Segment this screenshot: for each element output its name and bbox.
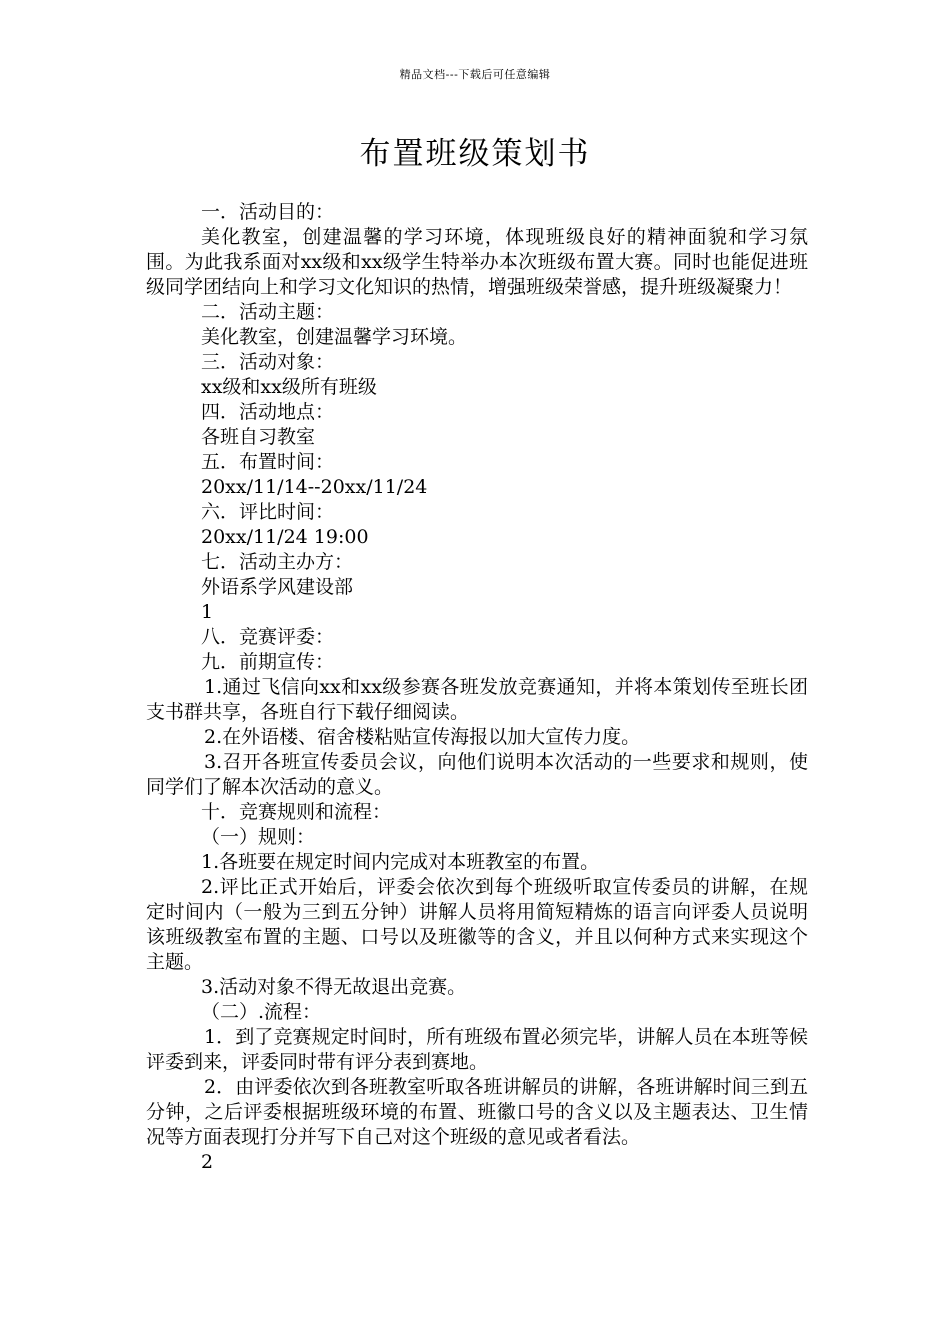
paragraph: 美化教室，创建温馨的学习环境，体现班级良好的精神面貌和学习氛围。为此我系面对xx级和xx级学生特举办本次班级布置大赛。同时也能促进班级同学团结向上和学习文化知识的热情，增强班级荣誉感，提升班级凝聚力！ <box>146 226 808 298</box>
paragraph: 1．到了竞赛规定时间时，所有班级布置必须完毕，讲解人员在本班等候评委到来，评委同时带有评分表到赛地。 <box>146 1026 808 1073</box>
section-heading: 八．竞赛评委： <box>201 626 335 648</box>
paragraph: 各班自习教室 <box>201 426 316 448</box>
paragraph: 2．由评委依次到各班教室听取各班讲解员的讲解，各班讲解时间三到五分钟，之后评委根据班级环境的布置、班徽口号的含义以及主题表达、卫生情况等方面表现打分并写下自己对这个班级的意见或者看法。 <box>146 1076 808 1148</box>
subsection-heading: （一）规则： <box>201 826 316 848</box>
section-heading: 十．竞赛规则和流程： <box>201 801 392 823</box>
section-heading: 七．活动主办方： <box>201 551 354 573</box>
document-title: 布置班级策划书 <box>359 136 591 172</box>
paragraph: 3.活动对象不得无故退出竞赛。 <box>201 976 467 998</box>
paragraph: xx级和xx级所有班级 <box>201 376 377 398</box>
paragraph: 3.召开各班宣传委员会议，向他们说明本次活动的一些要求和规则，使同学们了解本次活动的意义。 <box>146 751 808 798</box>
section-heading: 五．布置时间： <box>201 451 335 473</box>
page-number: 1 <box>201 601 214 623</box>
page-number: 2 <box>201 1151 214 1173</box>
page-header: 精品文档---下载后可任意编辑 <box>399 68 551 81</box>
section-heading: 一．活动目的： <box>201 201 335 223</box>
section-heading: 二．活动主题： <box>201 301 335 323</box>
section-heading: 九．前期宣传： <box>201 651 335 673</box>
paragraph: 外语系学风建设部 <box>201 576 354 598</box>
section-heading: 六．评比时间： <box>201 501 335 523</box>
paragraph: 2.在外语楼、宿舍楼粘贴宣传海报以加大宣传力度。 <box>204 726 641 748</box>
section-heading: 四．活动地点： <box>201 401 335 423</box>
paragraph: 20xx/11/24 19:00 <box>201 526 369 548</box>
section-heading: 三．活动对象： <box>201 351 335 373</box>
paragraph: 1.各班要在规定时间内完成对本班教室的布置。 <box>201 851 600 873</box>
document-body <box>146 200 808 1175</box>
paragraph: 2.评比正式开始后，评委会依次到每个班级听取宣传委员的讲解，在规定时间内（一般为三到五分钟）讲解人员将用简短精炼的语言向评委人员说明该班级教室布置的主题、口号以及班徽等的含义，并且以何种方式来实现这个主题。 <box>146 876 808 973</box>
paragraph: 20xx/11/14--20xx/11/24 <box>201 476 428 498</box>
paragraph: 1.通过飞信向xx和xx级参赛各班发放竞赛通知，并将本策划传至班长团支书群共享，各班自行下载仔细阅读。 <box>146 676 808 723</box>
paragraph: 美化教室，创建温馨学习环境。 <box>201 326 468 348</box>
subsection-heading: （二）.流程： <box>201 1001 322 1023</box>
